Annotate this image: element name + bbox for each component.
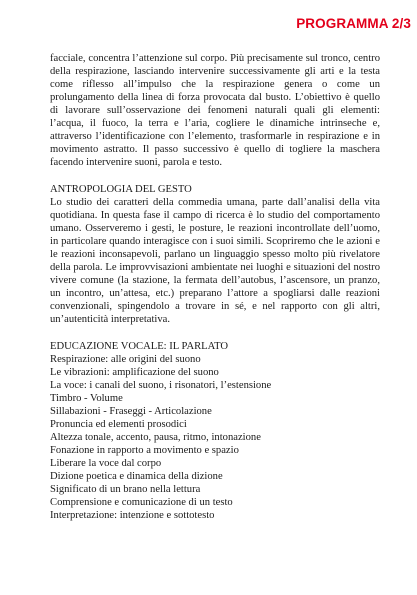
list-item: Sillabazioni - Fraseggi - Articolazione [50, 406, 212, 417]
list-item: Pronuncia ed elementi prosodici [50, 419, 187, 430]
list-item: Fonazione in rapporto a movimento e spazio [50, 445, 239, 456]
section-heading-educazione-vocale: EDUCAZIONE VOCALE: IL PARLATO [50, 341, 229, 352]
list-item: Le vibrazioni: amplificazione del suono [50, 367, 219, 378]
list-item: Significato di un brano nella lettura [50, 484, 201, 495]
page-title: PROGRAMMA 2/3 [296, 16, 411, 31]
list-item: Dizione poetica e dinamica della dizione [50, 471, 223, 482]
topic-list [50, 353, 380, 522]
list-item: Altezza tonale, accento, pausa, ritmo, intonazione [50, 432, 261, 443]
list-item: Interpretazione: intenzione e sottotesto [50, 510, 215, 521]
list-item: Timbro - Volume [50, 393, 123, 404]
list-item: La voce: i canali del suono, i risonatori, l’estensione [50, 380, 272, 391]
list-item: Respirazione: alle origini del suono [50, 354, 201, 365]
document-body [50, 52, 380, 522]
list-item: Liberare la voce dal corpo [50, 458, 162, 469]
section-body-antropologia: Lo studio dei caratteri della commedia umana, parte dall’analisi della vita quotidiana. In questa fase il campo di ricerca è lo studio del comportamento umano. Osserveremo i gesti, le posture, le reazioni incontrollate dell’uomo, in particolare quando interagisce con i suoi simili. Scopriremo che le azioni e le reazioni inconsapevoli, parlano un linguaggio spesso molto più rivelatore della parola. Le improvvisazioni ambientate nei luoghi e situazioni del nostro vivere comune (la stazione, la fermata dell’autobus, l’ascensore, un pranzo, un incontro, un’attesa, etc.) preparano l’attore a spogliarsi dalle reazioni convenzionali, spingendolo a trovare in sé, e nel rapporto con gli altri, un’autenticità interpretativa. [50, 197, 380, 325]
intro-paragraph: facciale, concentra l’attenzione sul corpo. Più precisamente sul tronco, centro della respirazione, lasciando intervenire successivamente gli arti e la testa come riflesso all’impulso che la respirazione genera o come un prolungamento della linea di forza provocata dal busto. L’obiettivo è quello di lavorare sull’osservazione dei fenomeni naturali quali gli elementi: l’acqua, il fuoco, la terra e l’aria, cogliere le dinamiche intrinseche e, attraverso l’identificazione con l’elemento, trasformarle in respirazione e in movimento astratto. Il passo successivo è quello di togliere la maschera facendo intervenire suoni, parola e testo. [50, 53, 380, 168]
list-item: Comprensione e comunicazione di un testo [50, 497, 233, 508]
section-heading-antropologia: ANTROPOLOGIA DEL GESTO [50, 184, 192, 195]
